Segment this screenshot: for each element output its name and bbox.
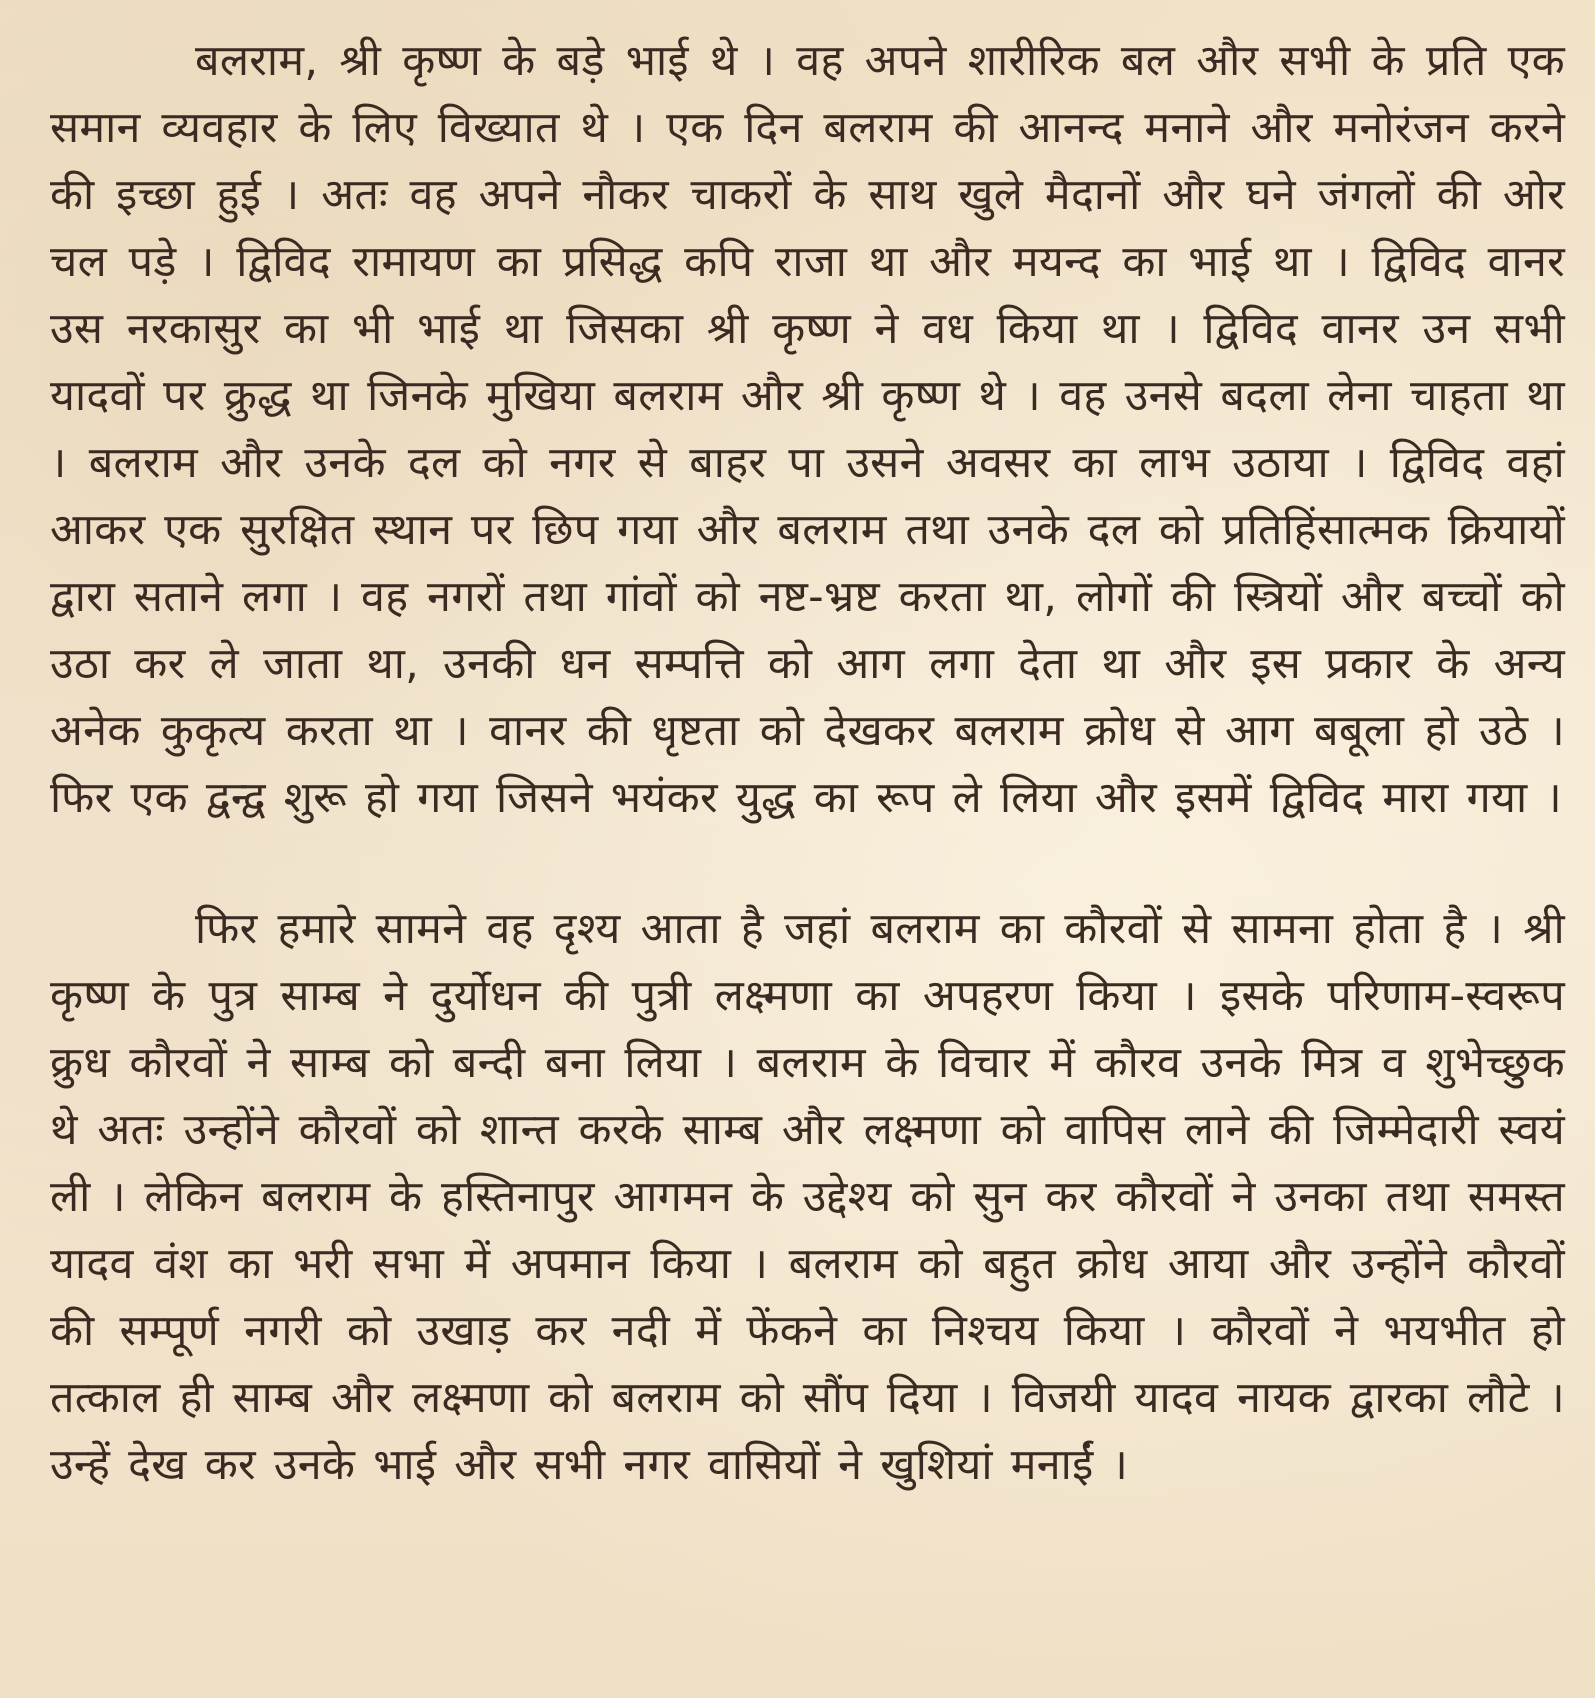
paragraph-balram-kauravas: फिर हमारे सामने वह दृश्य आता है जहां बलराम का कौरवों से सामना होता है । श्री कृष्ण के पुत्र साम्ब ने दुर्योधन की पुत्री लक्ष्मणा का अपहरण किया । इसके परिणाम-स्वरूप क्रुध कौरवों ने साम्ब को बन्दी बना लिया । बलराम के विचार में कौरव उनके मित्र व शुभेच्छुक थे अतः उन्होंने कौरवों को शान्त करके साम्ब और लक्ष्मणा को वापिस लाने की जिम्मेदारी स्वयं ली । लेकिन बलराम के हस्तिनापुर आगमन के उद्देश्य को सुन कर कौरवों ने उनका तथा समस्त यादव वंश का भरी सभा में अपमान किया । बलराम को बहुत क्रोध आया और उन्होंने कौरवों की सम्पूर्ण नगरी को उखाड़ कर नदी में फेंकने का निश्चय किया । कौरवों ने भयभीत हो तत्काल ही साम्ब और लक्ष्मणा को बलराम को सौंप दिया । विजयी यादव नायक द्वारका लौटे । उन्हें देख कर उनके भाई और सभी नगर वासियों ने खुशियां मनाईं ।	[50, 904, 1565, 1490]
paragraph-balram-dwivid: बलराम, श्री कृष्ण के बड़े भाई थे । वह अपने शारीरिक बल और सभी के प्रति एक समान व्यवहार के लिए विख्यात थे । एक दिन बलराम की आनन्द मनाने और मनोरंजन करने की इच्छा हुई । अतः वह अपने नौकर चाकरों के साथ खुले मैदानों और घने जंगलों की ओर चल पड़े । द्विविद रामायण का प्रसिद्ध कपि राजा था और मयन्द का भाई था । द्विविद वानर उस नरकासुर का भी भाई था जिसका श्री कृष्ण ने वध किया था । द्विविद वानर उन सभी यादवों पर क्रुद्ध था जिनके मुखिया बलराम और श्री कृष्ण थे । वह उनसे बदला लेना चाहता था । बलराम और उनके दल को नगर से बाहर पा उसने अवसर का लाभ उठाया । द्विविद वहां आकर एक सुरक्षित स्थान पर छिप गया और बलराम तथा उनके दल को प्रतिहिंसात्मक क्रियायों द्वारा सताने लगा । वह नगरों तथा गांवों को नष्ट-भ्रष्ट करता था, लोगों की स्त्रियों और बच्चों को उठा कर ले जाता था, उनकी धन सम्पत्ति को आग लगा देता था और इस प्रकार के अन्य अनेक कुकृत्य करता था । वानर की धृष्टता को देखकर बलराम क्रोध से आग बबूला हो उठे । फिर एक द्वन्द्व शुरू हो गया जिसने भयंकर युद्ध का रूप ले लिया और इसमें द्विविद मारा गया ।	[50, 36, 1565, 823]
